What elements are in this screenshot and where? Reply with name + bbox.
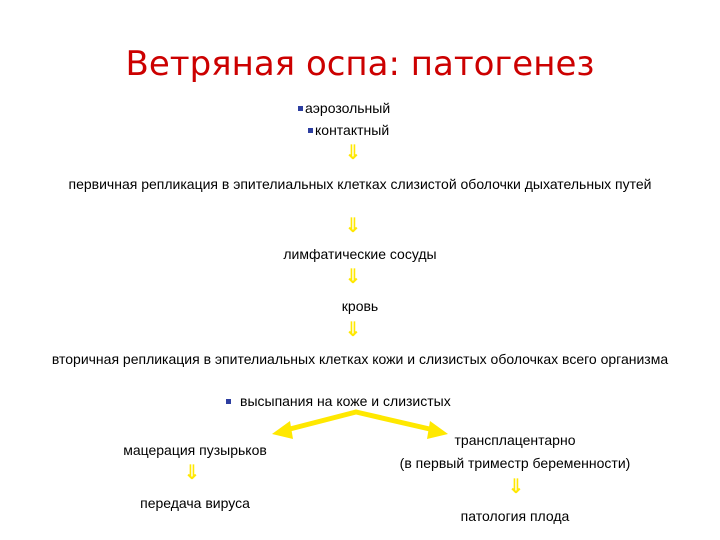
down-arrow-icon: ⇓ [344,213,362,237]
page-title: Ветряная оспа: патогенез [125,44,595,84]
step-rash-label: высыпания на коже и слизистых [240,393,451,409]
down-arrow-icon: ⇓ [344,264,362,288]
route-contact-label: контактный [315,122,390,138]
step-primary-replication: первичная репликация в эпителиальных клетках слизистой оболочки дыхательных путей [68,176,652,192]
right-branch-label-line1: трансплацентарно [454,432,576,448]
right-branch-result: патология плода [460,508,570,524]
step-blood: кровь [341,298,379,314]
left-branch-result: передача вируса [140,495,250,511]
step-lymphatic-vessels: лимфатические сосуды [283,246,437,262]
down-arrow-icon: ⇓ [507,474,525,498]
route-aerosol-label: аэрозольный [305,100,391,116]
down-arrow-icon: ⇓ [344,317,362,341]
down-arrow-icon: ⇓ [183,460,201,484]
right-branch-label-line2: (в первый триместр беременности) [399,455,631,471]
right-branch-label [370,432,660,472]
step-secondary-replication: вторичная репликация в эпителиальных клетках кожи и слизистых оболочках всего организма [51,351,669,367]
left-branch-label: мацерация пузырьков [123,442,267,458]
down-arrow-icon: ⇓ [344,140,362,164]
